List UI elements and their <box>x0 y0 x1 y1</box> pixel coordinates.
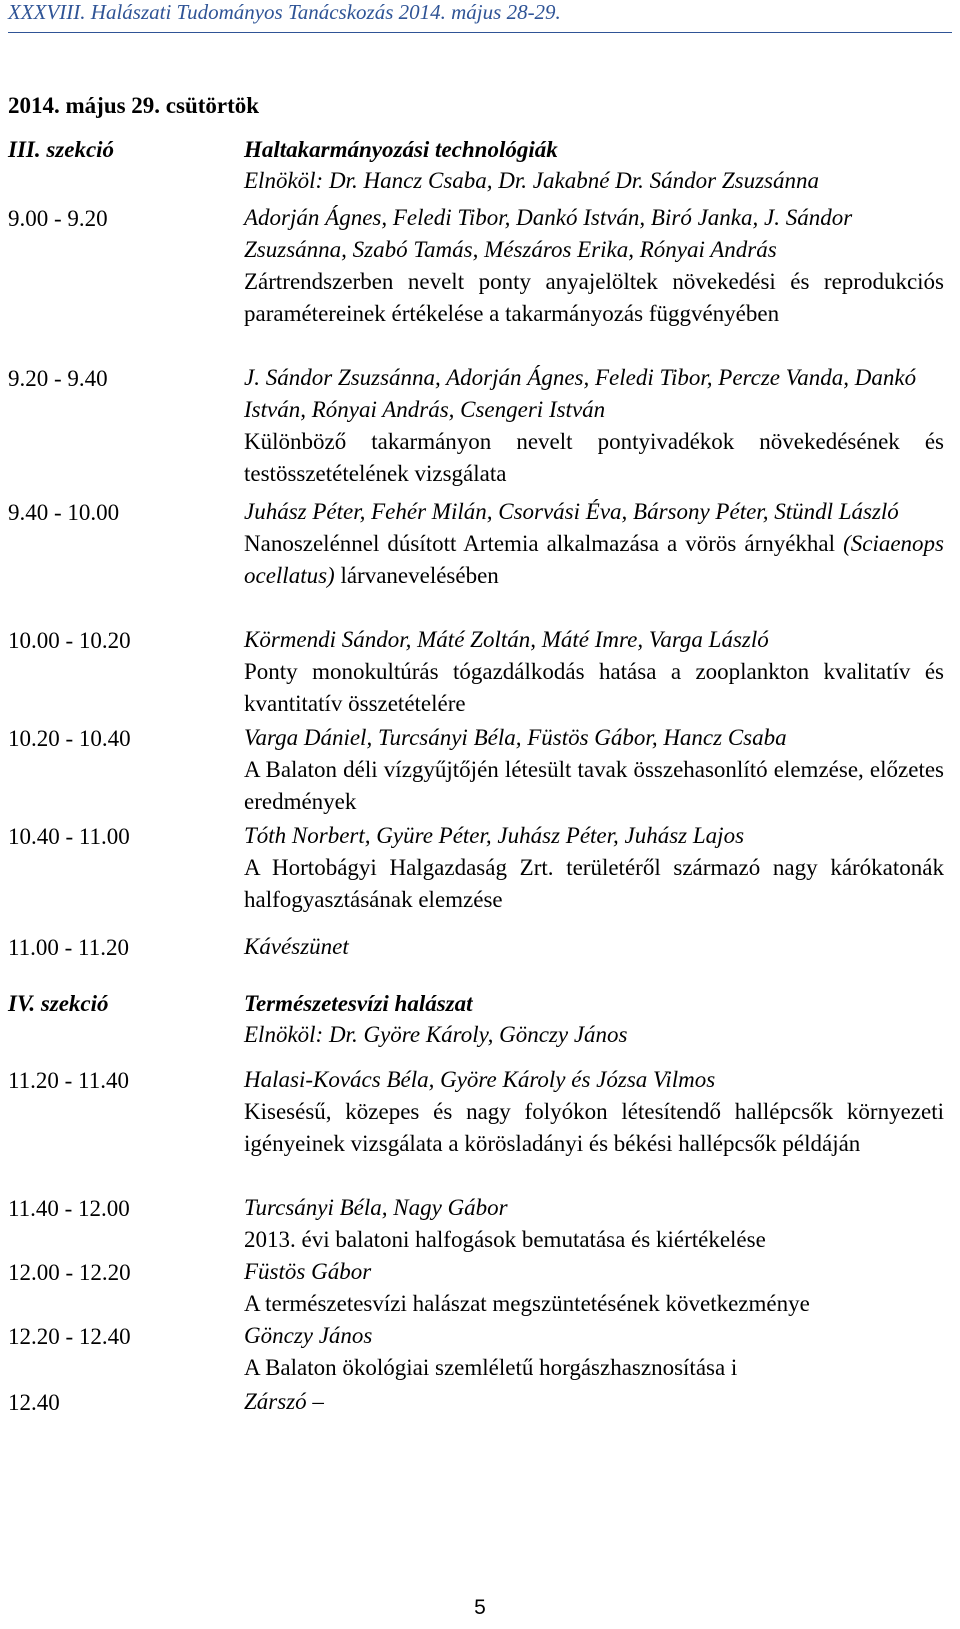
talk-title: 2013. évi balatoni halfogások bemutatása és kiértékelése <box>244 1227 766 1252</box>
talk-title-text: lárvanevelésében <box>334 563 499 588</box>
talk-title: Zártrendszerben nevelt ponty anyajelöltek növekedési és reprodukciós paramétereinek értékelése a takarmányozás függvényében <box>244 269 944 326</box>
talk-time: 10.00 - 10.20 <box>8 628 131 653</box>
session-label: IV. szekció <box>8 991 109 1016</box>
talk-entry <box>244 1192 944 1256</box>
talk-title: Kisesésű, közepes és nagy folyókon létesítendő hallépcsők környezeti igényeinek vizsgálata a körösladányi és békési hallépcsők példáján <box>244 1099 944 1156</box>
talk-authors: Varga Dániel, Turcsányi Béla, Füstös Gábor, Hancz Csaba <box>244 725 787 750</box>
talk-title: A Balaton ökológiai szemléletű horgászhasznosítása i <box>244 1355 738 1380</box>
talk-authors: Tóth Norbert, Gyüre Péter, Juhász Péter, Juhász Lajos <box>244 823 745 848</box>
talk-time: 12.20 - 12.40 <box>8 1324 131 1349</box>
talk-entry <box>244 1320 944 1384</box>
page-number: 5 <box>474 1596 486 1619</box>
talk-authors: Juhász Péter, Fehér Milán, Csorvási Éva, Bársony Péter, Stündl László <box>244 499 899 524</box>
day-heading: 2014. május 29. csütörtök <box>8 93 260 118</box>
session-chairs: Elnököl: Dr. Hancz Csaba, Dr. Jakabné Dr. Sándor Zsuzsánna <box>244 168 820 193</box>
talk-time: 11.20 - 11.40 <box>8 1068 129 1093</box>
talk-title <box>244 528 944 592</box>
talk-title: Különböző takarmányon nevelt pontyivadékok növekedésének és testösszetételének vizsgálata <box>244 429 944 486</box>
talk-title: Ponty monokultúrás tógazdálkodás hatása a zooplankton kvalitatív és kvantitatív összetételére <box>244 659 944 716</box>
talk-time: 11.40 - 12.00 <box>8 1196 130 1221</box>
talk-authors: Turcsányi Béla, Nagy Gábor <box>244 1195 508 1220</box>
talk-entry <box>244 1064 944 1160</box>
talk-time: 9.40 - 10.00 <box>8 500 120 525</box>
talk-authors: Adorján Ágnes, Feledi Tibor, Dankó István, Biró Janka, J. Sándor Zsuzsánna, Szabó Tamás, Mészáros Erika, Rónyai András <box>244 205 853 262</box>
talk-time: 11.00 - 11.20 <box>8 935 129 960</box>
closing-remarks: Zárszó – <box>244 1389 324 1414</box>
talk-entry <box>244 624 944 720</box>
talk-time: 10.20 - 10.40 <box>8 726 131 751</box>
header-rule <box>8 32 952 33</box>
coffee-break: Kávészünet <box>244 934 349 959</box>
talk-entry <box>244 820 944 916</box>
session-title: Természetesvízi halászat <box>244 991 473 1016</box>
running-header: XXXVIII. Halászati Tudományos Tanácskozás 2014. május 28-29. <box>8 0 561 24</box>
talk-entry <box>244 1256 944 1320</box>
talk-authors: Körmendi Sándor, Máté Zoltán, Máté Imre, Varga László <box>244 627 769 652</box>
talk-title-text: Nanoszelénnel dúsított Artemia alkalmazása a vörös árnyékhal <box>244 531 844 556</box>
talk-entry <box>244 496 944 592</box>
talk-title: A természetesvízi halászat megszüntetésének következménye <box>244 1291 810 1316</box>
talk-entry <box>244 362 944 490</box>
talk-time: 10.40 - 11.00 <box>8 824 130 849</box>
talk-authors: J. Sándor Zsuzsánna, Adorján Ágnes, Feledi Tibor, Percze Vanda, Dankó István, Rónyai András, Csengeri István <box>244 365 917 422</box>
talk-time: 9.20 - 9.40 <box>8 366 108 391</box>
talk-entry <box>244 202 944 330</box>
talk-title: A Balaton déli vízgyűjtőjén létesült tavak összehasonlító elemzése, előzetes eredmények <box>244 757 944 814</box>
talk-time: 12.40 <box>8 1390 60 1415</box>
talk-title: A Hortobágyi Halgazdaság Zrt. területéről származó nagy kárókatonák halfogyasztásának elemzése <box>244 855 944 912</box>
closing-entry <box>244 1386 944 1418</box>
talk-time: 12.00 - 12.20 <box>8 1260 131 1285</box>
session-chairs: Elnököl: Dr. Györe Károly, Gönczy János <box>244 1022 628 1047</box>
talk-entry <box>244 722 944 818</box>
talk-authors: Gönczy János <box>244 1323 373 1348</box>
session-label: III. szekció <box>8 137 115 162</box>
species-name: (Sciaenops ocellatus) <box>244 531 944 588</box>
talk-authors: Halasi-Kovács Béla, Györe Károly és Józsa Vilmos <box>244 1067 716 1092</box>
break-entry <box>244 931 944 963</box>
session-title: Haltakarmányozási technológiák <box>244 137 558 162</box>
talk-time: 9.00 - 9.20 <box>8 206 108 231</box>
talk-authors: Füstös Gábor <box>244 1259 372 1284</box>
